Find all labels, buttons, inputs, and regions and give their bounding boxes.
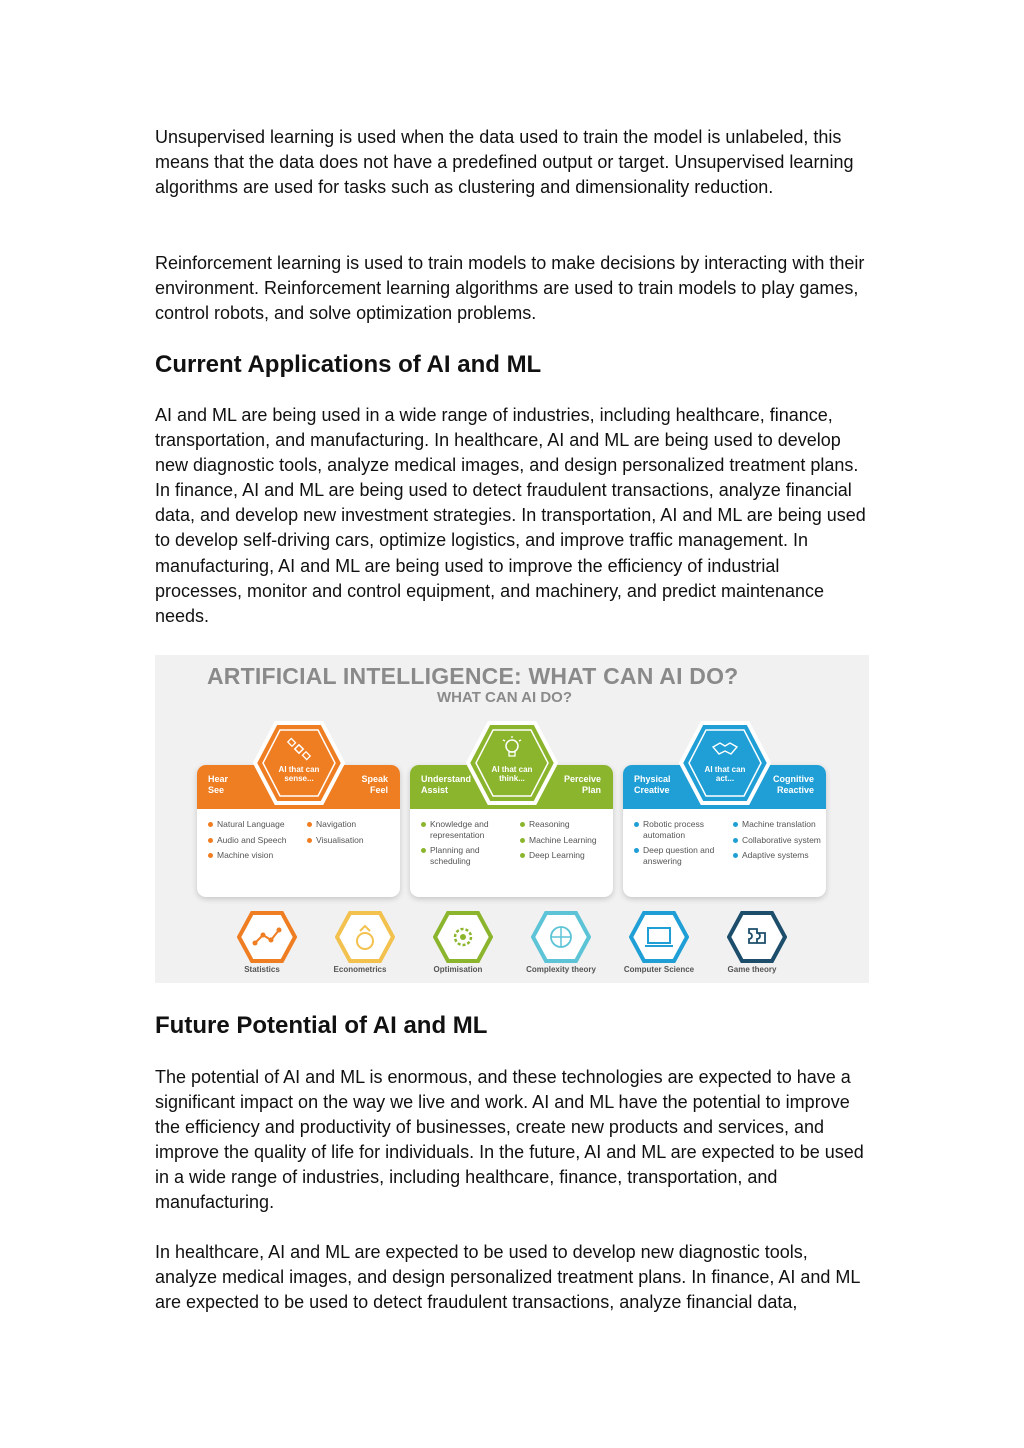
items-column xyxy=(732,819,828,866)
paragraph-current-applications: AI and ML are being used in a wide range of industries, including healthcare, finance, transportation, and manufacturing. In healthcare, AI and ML are being used to develop new diagnostic tools, analyze medical images, and design personalized treatment plans. In finance, AI and ML are being used to detect fraudulent transactions, analyze financial data, and develop new investment strategies. In transportation, AI and ML are being used to develop self-driving cars, optimize logistics, and improve traffic management. In manufacturing, AI and ML are being used to improve the efficiency of industrial processes, monitor and control equipment, and machinery, and predict maintenance needs. xyxy=(155,405,866,626)
panel-sense xyxy=(197,765,400,897)
econometrics-icon xyxy=(335,911,395,963)
hexagon-label xyxy=(679,765,771,783)
hexagon-label xyxy=(466,765,558,783)
list-item: Natural Language xyxy=(207,819,303,830)
panel-label-speak: Speak xyxy=(361,774,388,784)
list-item: Visualisation xyxy=(306,835,402,846)
hex-label-line: AI that can xyxy=(278,765,320,774)
infographic-title: ARTIFICIAL INTELLIGENCE: WHAT CAN AI DO? xyxy=(207,663,739,689)
panel-think xyxy=(410,765,613,897)
ai-infographic xyxy=(155,655,869,983)
heading-future-potential: Future Potential of AI and ML xyxy=(155,1012,488,1039)
footer-label-computer-science: Computer Science xyxy=(623,965,695,974)
hex-label-line: AI that can xyxy=(491,765,533,774)
lightbulb-icon xyxy=(500,735,524,761)
footer-label-complexity-theory: Complexity theory xyxy=(526,965,596,974)
infographic-subtitle: WHAT CAN AI DO? xyxy=(437,689,572,706)
panel-left-labels xyxy=(634,774,671,796)
list-item: Machine translation xyxy=(732,819,828,830)
hex-label-line: think... xyxy=(499,774,525,783)
list-item: Adaptive systems xyxy=(732,850,828,861)
items-column xyxy=(519,819,615,866)
paragraph-reinforcement-learning: Reinforcement learning is used to train models to make decisions by interacting with their environment. Reinforcement learning algorithms are used to train models to play games, control robots, and solve optimization problems. xyxy=(155,253,865,324)
panel-right-labels xyxy=(773,774,814,796)
hexagon-label xyxy=(253,765,345,783)
computer-science-icon xyxy=(629,911,689,963)
panel-right-labels xyxy=(564,774,601,796)
list-item: Planning and scheduling xyxy=(420,845,516,866)
panel-act xyxy=(623,765,826,897)
items-column xyxy=(306,819,402,850)
panel-label-understand: Understand xyxy=(421,774,472,784)
panel-label-creative: Creative xyxy=(634,785,670,795)
panel-right-labels xyxy=(361,774,388,796)
list-item: Audio and Speech xyxy=(207,835,303,846)
footer-label-game-theory: Game theory xyxy=(727,965,777,974)
footer-label-optimisation: Optimisation xyxy=(433,965,483,974)
handshake-icon xyxy=(711,739,739,759)
list-item: Deep question and answering xyxy=(633,845,729,866)
hexagon-sense xyxy=(253,721,345,805)
paragraph-future-healthcare: In healthcare, AI and ML are expected to be used to develop new diagnostic tools, analyze medical images, and design personalized treatment plans. In finance, AI and ML are expected to be used to detect fraudulent transactions, analyze financial data, xyxy=(155,1242,860,1313)
footer-label-econometrics: Econometrics xyxy=(333,965,387,974)
panel-label-feel: Feel xyxy=(369,785,388,795)
hex-label-line: act... xyxy=(715,774,735,783)
list-item: Collaborative system xyxy=(732,835,828,846)
panel-label-perceive: Perceive xyxy=(563,774,601,784)
footer-label-statistics: Statistics xyxy=(244,965,280,974)
heading-current-applications: Current Applications of AI and ML xyxy=(155,351,542,378)
satellite-icon xyxy=(287,737,311,761)
hex-label-line: AI that can xyxy=(704,765,746,774)
hexagon-act xyxy=(679,721,771,805)
panel-left-labels xyxy=(208,774,228,796)
items-column xyxy=(420,819,516,871)
panel-label-assist: Assist xyxy=(421,785,449,795)
list-item: Robotic process automation xyxy=(633,819,729,840)
panel-label-see: See xyxy=(208,785,225,795)
paragraph-future-potential: The potential of AI and ML is enormous, and these technologies are expected to have a significant impact on the way we live and work. AI and ML have the potential to improve the efficiency and productivity of businesses, create new products and services, and improve the quality of life for individuals. In the future, AI and ML are expected to be used in a wide range of industries, including healthcare, finance, transportation, and manufacturing. xyxy=(155,1067,864,1213)
items-column xyxy=(207,819,303,866)
items-column xyxy=(633,819,729,871)
game-theory-icon xyxy=(727,911,787,963)
list-item: Knowledge and representation xyxy=(420,819,516,840)
list-item: Machine vision xyxy=(207,850,303,861)
panel-label-physical: Physical xyxy=(634,774,671,784)
list-item: Deep Learning xyxy=(519,850,615,861)
hexagon-think xyxy=(466,721,558,805)
list-item: Machine Learning xyxy=(519,835,615,846)
panel-label-hear: Hear xyxy=(208,774,229,784)
list-item: Reasoning xyxy=(519,819,615,830)
panel-label-cognitive: Cognitive xyxy=(772,774,814,784)
panel-left-labels xyxy=(421,774,471,796)
complexity-icon xyxy=(531,911,591,963)
statistics-icon xyxy=(237,911,297,963)
hex-label-line: sense... xyxy=(284,774,314,783)
paragraph-unsupervised-learning: Unsupervised learning is used when the data used to train the model is unlabeled, this means that the data does not have a predefined output or target. Unsupervised learning algorithms are used for tasks such as clustering and dimensionality reduction. xyxy=(155,127,854,198)
optimisation-icon xyxy=(433,911,493,963)
panel-label-reactive: Reactive xyxy=(776,785,814,795)
panel-label-plan: Plan xyxy=(581,785,601,795)
list-item: Navigation xyxy=(306,819,402,830)
